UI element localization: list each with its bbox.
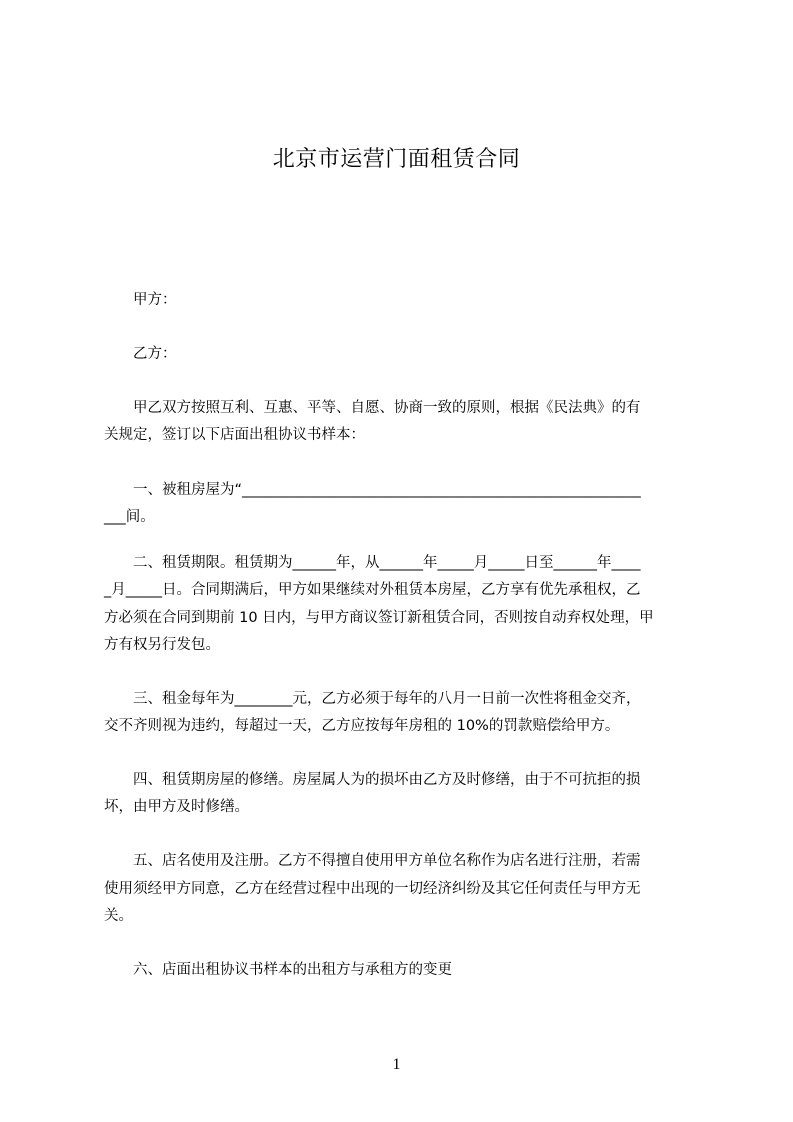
clause-4-line-1: 四、租赁期房屋的修缮。房屋属人为的损坏由乙方及时修缮，由于不可抗拒的损 [104,772,641,788]
page-number: 1 [392,1056,401,1073]
clause-6-line-1: 六、店面出租协议书样本的出租方与承租方的变更 [104,962,452,978]
clause-5-line-1: 五、店名使用及注册。乙方不得擅自使用甲方单位名称作为店名进行注册，若需 [104,853,641,869]
clause-3-line-2: 交不齐则视为违约，每超过一天，乙方应按每年房租的 10%的罚款赔偿给甲方。 [104,718,620,734]
clause-2-line-3: 方必须在合同到期前 10 日内，与甲方商议签订新租赁合同，否则按自动弃权处理，甲 [104,610,654,626]
clause-1-line-2: ___间。 [104,509,155,525]
clause-5-line-2: 使用须经甲方同意，乙方在经营过程中出现的一切经济纠纷及其它任何责任与甲方无 [104,881,641,897]
preamble-line-1: 甲乙双方按照互利、互惠、平等、自愿、协商一致的原则，根据《民法典》的有 [104,400,641,416]
clause-2-line-2: _月_____日。合同期满后，甲方如果继续对外租赁本房屋，乙方享有优先承租权，乙 [104,582,641,598]
clause-1-line-1: 一、被租房屋为“_______________________________________________________ [104,482,641,498]
preamble-line-2: 关规定，签订以下店面出租协议书样本： [104,427,365,443]
party-b-line: 乙方： [104,346,177,362]
clause-3-line-1: 三、租金每年为________元，乙方必须于每年的八月一日前一次性将租金交齐， [104,691,641,707]
document-title: 北京市运营门面租赁合同 [272,147,521,172]
clause-4-line-2: 坏，由甲方及时修缮。 [104,799,249,815]
clause-2-line-4: 方有权另行发包。 [104,637,220,653]
party-a-line: 甲方： [104,292,177,308]
clause-2-line-1: 二、租赁期限。租赁期为______年，从______年_____月_____日至______年____ [104,555,641,571]
clause-5-line-3: 关。 [104,908,133,924]
